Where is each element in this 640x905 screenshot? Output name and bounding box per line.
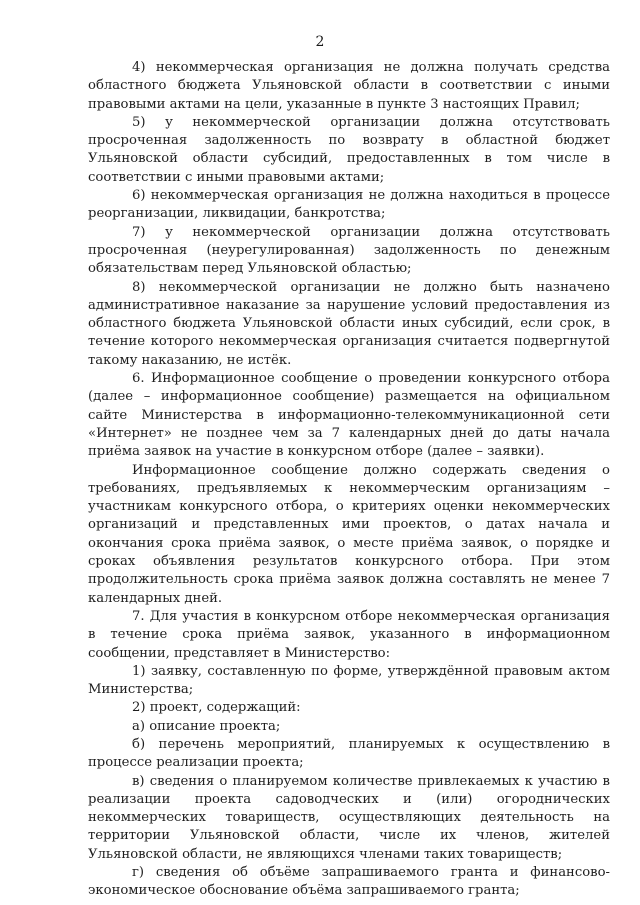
- page-number: 2: [315, 34, 325, 50]
- paragraph-item-6: 6) некоммерческая организация не должна находиться в процессе реорганизации, ликвидации, банкротства;: [88, 188, 610, 222]
- paragraph-item-4: 4) некоммерческая организация не должна получать средства областного бюджета Ульяновской области в соответствии с иными правовыми актами на цели, указанные в пункте 3 настоящих Правил;: [88, 60, 610, 112]
- document-body: [88, 59, 610, 901]
- paragraph-subitem-v: в) сведения о планируемом количестве привлекаемых к участию в реализации проекта садоводческих и (или) огороднических некоммерческих товариществ, осуществляющих деятельность на территории Ульяновской области, числе их членов, жителей Ульяновской области, не являющихся членами таких товариществ;: [88, 773, 610, 862]
- paragraph-clause-7-item-2: 2) проект, содержащий:: [132, 700, 301, 716]
- paragraph-subitem-a: а) описание проекта;: [132, 718, 281, 734]
- paragraph-clause-6-content: Информационное сообщение должно содержать сведения о требованиях, предъявляемых к некоммерческим организациям – участникам конкурсного отбора, о критериях оценки некоммерческих организаций и представленных ими проектов, о датах начала и окончания срока приёма заявок, о месте приёма заявок, о порядке и сроках объявления результатов конкурсного отбора. При этом продолжительность срока приёма заявок должна составлять не менее 7 календарных дней.: [88, 462, 610, 606]
- paragraph-subitem-b: б) перечень мероприятий, планируемых к осуществлению в процессе реализации проекта;: [88, 736, 610, 771]
- paragraph-clause-7-item-1: 1) заявку, составленную по форме, утверждённой правовым актом Министерства;: [88, 663, 610, 698]
- paragraph-subitem-g: г) сведения об объёме запрашиваемого гранта и финансово-экономическое обоснование объёма запрашиваемого гранта;: [88, 865, 610, 899]
- paragraph-item-5: 5) у некоммерческой организации должна отсутствовать просроченная задолженность по возврату в областной бюджет Ульяновской области субсидий, предоставленных в том числе в соответствии с иными правовыми актами;: [88, 114, 610, 185]
- paragraph-item-7: 7) у некоммерческой организации должна отсутствовать просроченная (неурегулированная) задолженность по денежным обязательствам перед Ульяновской областью;: [88, 224, 610, 277]
- paragraph-clause-6: 6. Информационное сообщение о проведении конкурсного отбора (далее – информационное сообщение) размещается на официальном сайте Министерства в информационно-телекоммуникационной сети «Интернет» не позднее чем за 7 календарных дней до даты начала приёма заявок на участие в конкурсном отборе (далее – заявки).: [88, 371, 610, 460]
- paragraph-clause-7: 7. Для участия в конкурсном отборе некоммерческая организация в течение срока приёма заявок, указанного в информационном сообщении, представляет в Министерство:: [88, 608, 610, 661]
- paragraph-item-8: 8) некоммерческой организации не должно быть назначено административное наказание за нарушение условий предоставления из областного бюджета Ульяновской области иных субсидий, если срок, в течение которого некоммерческая организация считается подвергнутой такому наказанию, не истёк.: [88, 279, 610, 368]
